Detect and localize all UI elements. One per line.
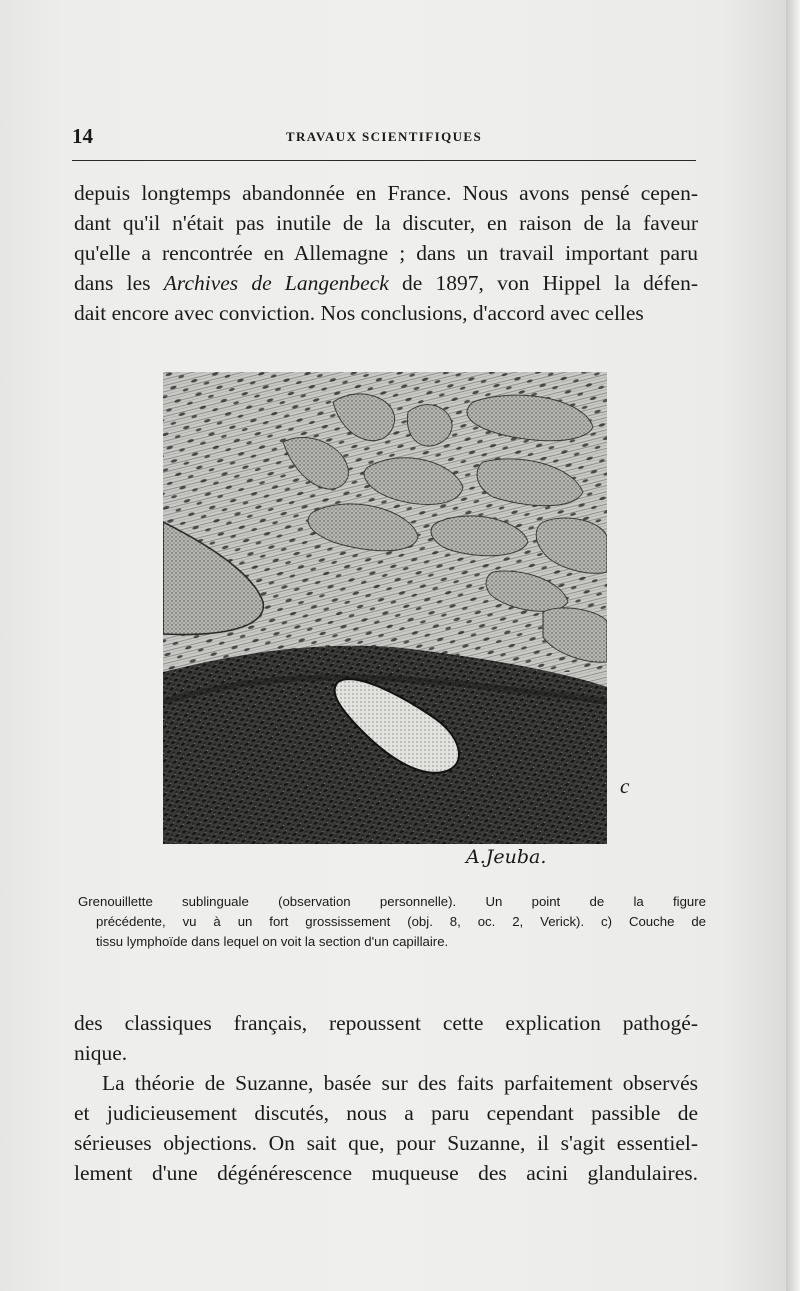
text-line: qu'elle a rencontrée en Allemagne ; dans un travail important paru [74, 241, 698, 265]
journal-title: Archives de Langenbeck [163, 271, 389, 295]
running-head: TRAVAUX SCIENTIFIQUES [285, 129, 483, 144]
text-line: nique. [74, 1041, 128, 1065]
page-edge [786, 0, 800, 1291]
text-line: dait encore avec conviction. Nos conclusions, d'accord avec celles [74, 301, 644, 325]
histology-figure [163, 372, 607, 844]
caption-line: précédente, vu à un fort grossissement (obj. 8, oc. 2, Verick). c) Couche de [96, 914, 706, 929]
page-header [70, 124, 698, 152]
figure-letter-c: c [620, 774, 630, 798]
caption-line: Grenouillette sublinguale (observation personnelle). Un point de la figure [78, 894, 706, 909]
text-line: La théorie de Suzanne, basée sur des faits parfaitement observés [102, 1071, 698, 1095]
top-paragraph [74, 178, 698, 328]
text-line [74, 268, 698, 298]
page-number: 14 [72, 124, 93, 148]
text-line: sérieuses objections. On sait que, pour Suzanne, il s'agit essentiel- [74, 1131, 698, 1155]
text-line: depuis longtemps abandonnée en France. Nous avons pensé cepen- [74, 181, 698, 205]
header-rule [72, 160, 696, 161]
text-line: des classiques français, repoussent cette explication pathogé- [74, 1011, 698, 1035]
text-segment: dans les [74, 271, 164, 295]
caption-line: tissu lymphoïde dans lequel on voit la section d'un capillaire. [96, 934, 449, 949]
text-line: dant qu'il n'était pas inutile de la discuter, en raison de la faveur [74, 211, 698, 235]
bottom-paragraphs [74, 1008, 698, 1188]
illustrator-signature: A.Jeuba. [466, 846, 547, 868]
histology-engraving [163, 372, 607, 844]
text-segment: de 1897, von Hippel la défen- [388, 271, 699, 295]
figure-caption [78, 892, 706, 952]
text-line: et judicieusement discutés, nous a paru cependant passible de [74, 1101, 698, 1125]
text-line: lement d'une dégénérescence muqueuse des acini glandulaires. [74, 1161, 698, 1185]
